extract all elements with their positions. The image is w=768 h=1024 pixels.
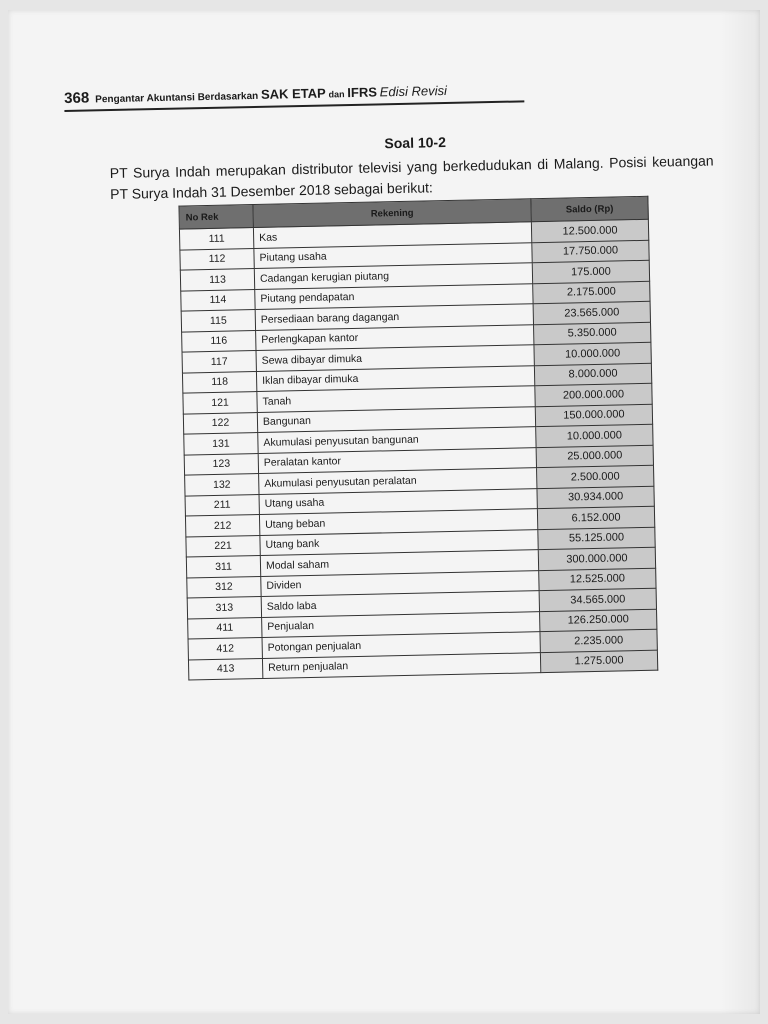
account-number-cell: 122 [183, 412, 257, 434]
book-page [8, 10, 760, 1014]
account-name-cell: Utang beban [259, 509, 537, 535]
balance-cell: 2.175.000 [533, 281, 650, 304]
account-number-cell: 118 [182, 371, 256, 393]
account-name-cell: Persediaan barang dagangan [255, 304, 533, 330]
account-number-cell: 111 [179, 228, 253, 250]
balance-cell: 55.125.000 [538, 527, 655, 550]
account-number-cell: 311 [186, 555, 260, 577]
account-name-cell: Cadangan kerugian piutang [254, 263, 532, 289]
account-number-cell: 113 [180, 269, 254, 291]
account-number-cell: 212 [185, 515, 259, 537]
book-title [95, 83, 447, 105]
page-content [64, 76, 736, 683]
balance-cell: 8.000.000 [534, 363, 651, 386]
balance-cell: 1.275.000 [540, 650, 657, 673]
header-rekening: Rekening [253, 199, 531, 228]
balance-cell: 200.000.000 [535, 383, 652, 406]
account-number-cell: 221 [186, 535, 260, 557]
account-number-cell: 131 [184, 433, 258, 455]
header-saldo: Saldo (Rp) [531, 196, 648, 221]
account-number-cell: 115 [181, 310, 255, 332]
balance-cell: 126.250.000 [540, 609, 657, 632]
account-number-cell: 413 [188, 658, 262, 680]
account-name-cell: Piutang usaha [254, 242, 532, 268]
account-name-cell: Return penjualan [262, 652, 540, 678]
account-number-cell: 116 [182, 330, 256, 352]
account-number-cell: 123 [184, 453, 258, 475]
balance-cell: 300.000.000 [538, 547, 655, 570]
balance-cell: 17.750.000 [532, 240, 649, 263]
balance-cell: 30.934.000 [537, 486, 654, 509]
balance-cell: 2.235.000 [540, 629, 657, 652]
account-number-cell: 211 [185, 494, 259, 516]
account-name-cell: Kas [253, 222, 531, 248]
account-name-cell: Dividen [261, 570, 539, 596]
book-title-part3: dan [328, 89, 345, 100]
account-number-cell: 132 [185, 474, 259, 496]
account-name-cell: Modal saham [260, 550, 538, 576]
balance-cell: 5.350.000 [534, 322, 651, 345]
account-name-cell: Utang bank [260, 529, 538, 555]
balance-cell: 12.500.000 [531, 219, 648, 242]
balance-cell: 34.565.000 [539, 588, 656, 611]
section-title: Soal 10-2 [384, 134, 447, 152]
account-name-cell: Akumulasi penyusutan peralatan [259, 468, 537, 494]
account-name-cell: Piutang pendapatan [255, 283, 533, 309]
account-number-cell: 121 [183, 392, 257, 414]
balance-cell: 12.525.000 [539, 568, 656, 591]
balance-cell: 10.000.000 [536, 424, 653, 447]
account-name-cell: Iklan dibayar dimuka [256, 365, 534, 391]
account-name-cell: Akumulasi penyusutan bangunan [258, 427, 536, 453]
balance-cell: 175.000 [532, 260, 649, 283]
account-number-cell: 114 [181, 289, 255, 311]
book-title-part4: IFRS [347, 84, 378, 101]
balance-cell: 6.152.000 [537, 506, 654, 529]
book-title-part2: SAK ETAP [260, 85, 326, 102]
book-title-part1: Pengantar Akuntansi Berdasarkan [95, 90, 259, 106]
account-name-cell: Sewa dibayar dimuka [256, 345, 534, 371]
account-number-cell: 411 [188, 617, 262, 639]
account-number-cell: 117 [182, 351, 256, 373]
account-name-cell: Bangunan [257, 406, 535, 432]
header-no-rek: No Rek [179, 205, 253, 230]
book-title-part5: Edisi Revisi [379, 82, 448, 100]
table-body [179, 219, 657, 680]
account-name-cell: Potongan penjualan [262, 632, 540, 658]
account-number-cell: 412 [188, 637, 262, 659]
account-name-cell: Tanah [257, 386, 535, 412]
account-balance-table [178, 196, 658, 681]
balance-cell: 150.000.000 [535, 404, 652, 427]
page-number: 368 [64, 89, 90, 107]
account-name-cell: Perlengkapan kantor [256, 324, 534, 350]
running-header [64, 80, 524, 112]
problem-paragraph: PT Surya Indah merupakan distributor televisi yang berkedudukan di Malang. Posisi keuangan PT Surya Indah 31 Desember 2018 sebagai berikut: [109, 152, 714, 203]
account-name-cell: Penjualan [262, 611, 540, 637]
account-number-cell: 313 [187, 596, 261, 618]
balance-cell: 2.500.000 [537, 465, 654, 488]
balance-cell: 23.565.000 [533, 301, 650, 324]
account-name-cell: Saldo laba [261, 591, 539, 617]
balance-cell: 25.000.000 [536, 445, 653, 468]
account-name-cell: Peralatan kantor [258, 447, 536, 473]
balance-cell: 10.000.000 [534, 342, 651, 365]
account-number-cell: 112 [180, 248, 254, 270]
account-number-cell: 312 [187, 576, 261, 598]
account-name-cell: Utang usaha [259, 488, 537, 514]
